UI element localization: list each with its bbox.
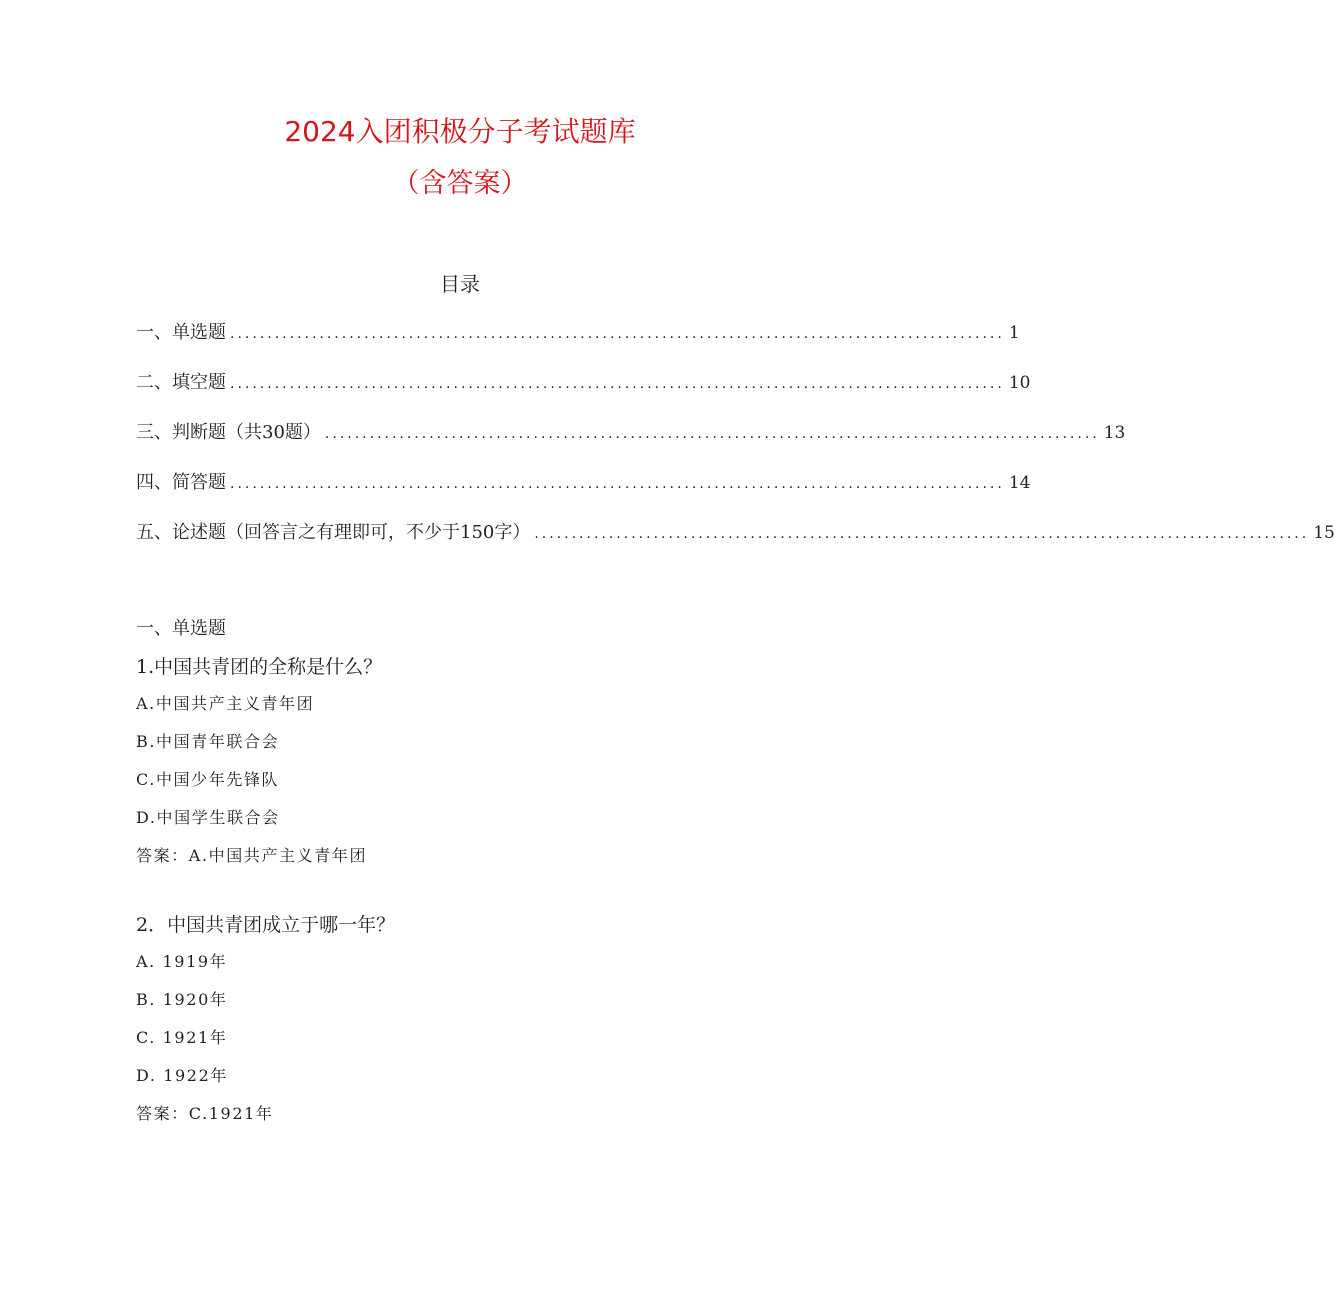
question-answer: 答案：C.1921年 bbox=[136, 1104, 274, 1123]
toc-entry[interactable] bbox=[136, 468, 1031, 518]
question-option: A.中国共产主义青年团 bbox=[136, 694, 315, 713]
toc-entry-label: 三、判断题（共30题） bbox=[136, 422, 321, 443]
question-block bbox=[136, 910, 776, 1138]
document-body bbox=[136, 614, 776, 1138]
toc-heading: 目录 bbox=[440, 272, 480, 296]
document-title: 2024入团积极分子考试题库 bbox=[284, 115, 636, 148]
toc-leader-dots: ........................................................................................................ bbox=[230, 476, 1005, 492]
question-option: C.中国少年先锋队 bbox=[136, 770, 280, 789]
question-option: D.中国学生联合会 bbox=[136, 808, 280, 827]
question-option: C. 1921年 bbox=[136, 1028, 228, 1047]
toc-entry[interactable] bbox=[136, 418, 1126, 468]
toc-leader-dots: ........................................................................................................ bbox=[324, 426, 1100, 442]
question-answer: 答案：A.中国共产主义青年团 bbox=[136, 846, 368, 865]
question-option: B. 1920年 bbox=[136, 990, 228, 1009]
toc-entry-page: 13 bbox=[1103, 423, 1126, 443]
document-subtitle: （含答案） bbox=[392, 168, 528, 199]
toc-entry-label: 二、填空题 bbox=[136, 372, 226, 393]
toc-entry-page: 10 bbox=[1008, 373, 1031, 393]
toc-leader-dots: ........................................................................................................ bbox=[230, 326, 1005, 342]
toc-entry-label: 四、简答题 bbox=[136, 472, 226, 493]
question-title: 2．中国共青团成立于哪一年？ bbox=[136, 914, 396, 936]
toc-entry-label: 一、单选题 bbox=[136, 322, 226, 343]
toc-entry[interactable] bbox=[136, 518, 1335, 568]
toc-leader-dots: ........................................................................................................ bbox=[230, 376, 1005, 392]
section-heading: 一、单选题 bbox=[136, 618, 226, 639]
question-title: 1.中国共青团的全称是什么？ bbox=[136, 656, 383, 678]
toc-entry-label: 五、论述题（回答言之有理即可，不少于150字） bbox=[136, 522, 531, 543]
toc-entry[interactable] bbox=[136, 368, 1031, 418]
table-of-contents bbox=[136, 318, 1335, 568]
question-option: A. 1919年 bbox=[136, 952, 228, 971]
question-option: D. 1922年 bbox=[136, 1066, 228, 1085]
question-option: B.中国青年联合会 bbox=[136, 732, 280, 751]
toc-entry[interactable] bbox=[136, 318, 1020, 368]
toc-entry-page: 15 bbox=[1313, 523, 1335, 543]
toc-entry-page: 1 bbox=[1008, 323, 1020, 343]
toc-entry-page: 14 bbox=[1008, 473, 1031, 493]
spacer bbox=[136, 880, 776, 910]
toc-leader-dots: ........................................................................................................ bbox=[534, 526, 1310, 542]
question-block bbox=[136, 652, 776, 880]
